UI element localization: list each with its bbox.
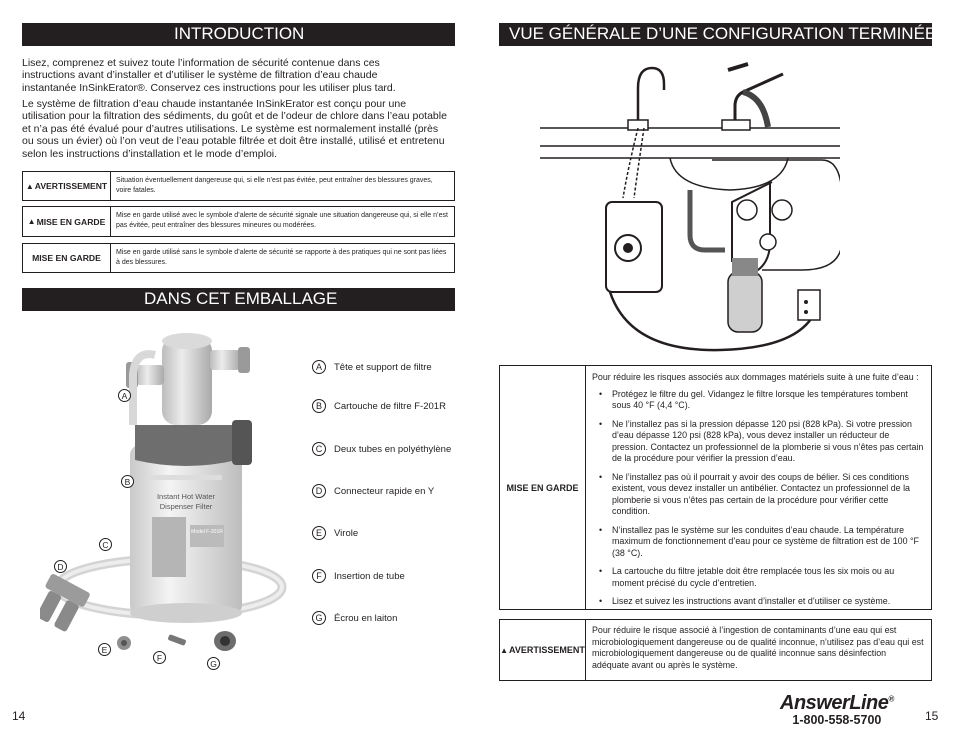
cartridge-label-line1: Instant Hot Water <box>156 492 216 501</box>
intro-paragraph-2: Le système de filtration d’eau chaude instantanée InSinkErator est conçu pour une utilisation pour la filtration des sédiments, du goût et de l’odeur de chlore dans l’eau potable et n’a pas été évalué pour d’autres utilisations. Le système est normalement installé (près ou sous un évier) où l’on veut de l’eau potable filtrée et doit être installé, utilisé et entretenu selon les instructions d’installation et le mode d’emploi. <box>22 98 447 160</box>
list-item: • La cartouche du filtre jetable doit être remplacée tous les six mois ou au moment précisé du cycle d’entretien. <box>592 566 925 589</box>
support-phone: 1-800-558-5700 <box>792 713 882 727</box>
cartridge-label-line2: Dispenser Filter <box>159 502 213 511</box>
package-heading: DANS CET EMBALLAGE <box>22 288 455 311</box>
list-item: G Écrou en laiton <box>312 611 397 625</box>
caution-label: ▲ MISE EN GARDE <box>23 207 111 236</box>
alert-triangle-icon: ▲ <box>27 217 36 226</box>
warning-label: ▲ AVERTISSEMENT <box>500 620 586 680</box>
page-number-right: 15 <box>925 709 939 723</box>
alert-triangle-icon: ▲ <box>500 645 509 655</box>
caution-label: MISE EN GARDE <box>500 366 586 609</box>
warning-box <box>499 619 932 681</box>
list-item: D Connecteur rapide en Y <box>312 484 434 498</box>
warning-text: Situation éventuellement dangereuse qui, si elle n’est pas évitée, peut entraîner des blessures graves, voire fatales. <box>116 177 433 194</box>
caution-text: Mise en garde utilisé avec le symbole d’alerte de sécurité signale une situation dangereuse qui, si elle n’est pas évitée, peut entraîner des blessures mineures ou modérées. <box>116 212 448 229</box>
callout-g: G <box>207 657 220 670</box>
caution-intro: Pour réduire les risques associés aux dommages matériels suite à une fuite d’eau : <box>592 372 919 382</box>
callout-f: F <box>153 651 166 664</box>
warning-definition-mise-en-garde <box>22 243 455 273</box>
callout-b: B <box>121 475 134 488</box>
answerline-logo <box>780 692 894 727</box>
caution-text: Mise en garde utilisé sans le symbole d’alerte de sécurité se rapporte à des pratiques qui ne sont pas liées à des blessures. <box>116 249 447 266</box>
package-contents-illustration <box>40 325 300 670</box>
warning-text: Pour réduire le risque associé à l’ingestion de contaminants d’une eau qui est microbiologiquement dangereuse ou de qualité inconnue, n’utilisez pas d’eau qui est microbiologiquement dangereuse ou de qualité inconnue sans désinfection adéquate avant ou après le système. <box>592 625 924 670</box>
installation-overview-diagram <box>540 62 840 357</box>
warning-definition-mise-en-garde-symbol <box>22 206 455 237</box>
list-item: • N’installez pas le système sur les conduites d’eau chaude. La température maximum de fonctionnement d’eau pour ce système de filtration est de 100 °F (38 °C). <box>592 525 925 560</box>
caution-label: MISE EN GARDE <box>23 244 111 272</box>
warning-definition-avertissement <box>22 171 455 201</box>
page-number-left: 14 <box>12 709 26 723</box>
alert-triangle-icon: ▲ <box>25 181 34 191</box>
list-item: • Lisez et suivez les instructions avant d’installer et d’utiliser ce système. <box>592 596 925 608</box>
callout-e: E <box>98 643 111 656</box>
list-item: • Ne l’installez pas si la pression dépasse 120 psi (828 kPa). Si votre pression d’eau dépasse 120 psi (828 kPa), vous devez installer un réducteur de pression. Contactez un professionnel de la plomberie si vous n’êtes pas certain de la procédure pour vérifier la pression d’eau. <box>592 419 925 465</box>
brand-name: AnswerLine® <box>780 692 894 714</box>
intro-paragraph-1: Lisez, comprenez et suivez toute l’information de sécurité contenue dans ces instructions avant d’installer et d’utiliser le système de filtration d’eau chaude instantanée InSinkErator®. Conservez ces instructions pour les utiliser plus tard. <box>22 57 396 94</box>
intro-heading: INTRODUCTION <box>22 23 455 46</box>
list-item: B Cartouche de filtre F-201R <box>312 399 446 413</box>
list-item: C Deux tubes en polyéthylène <box>312 442 451 456</box>
list-item: • Protégez le filtre du gel. Vidangez le filtre lorsque les températures tombent sous 40 °F (4,4 °C). <box>592 389 925 412</box>
list-item: A Tête et support de filtre <box>312 360 432 374</box>
list-item: F Insertion de tube <box>312 569 405 583</box>
overview-heading: VUE GÉNÉRALE D’UNE CONFIGURATION TERMINÉE <box>499 23 932 46</box>
cartridge-model-label: Model F-201R <box>191 529 223 535</box>
list-item: E Virole <box>312 526 358 540</box>
callout-c: C <box>99 538 112 551</box>
caution-box <box>499 365 932 610</box>
warning-label: ▲ AVERTISSEMENT <box>23 172 111 200</box>
list-item: • Ne l’installez pas où il pourrait y avoir des coups de bélier. Si ces conditions existent, vous devez installer un antibélier. Contactez un professionnel de la plomberie si vous n’êtes pas certain de la procédure pour vérifier cette condition. <box>592 472 925 518</box>
caution-list <box>592 389 925 608</box>
caution-box-body <box>586 366 931 609</box>
callout-d: D <box>54 560 67 573</box>
callout-a: A <box>118 389 131 402</box>
